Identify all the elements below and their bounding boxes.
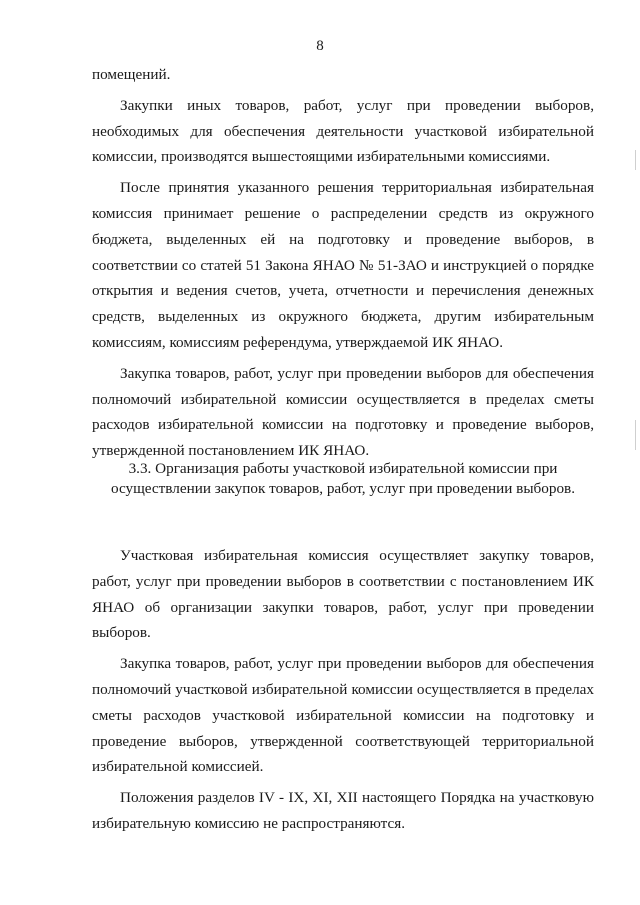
paragraph-precinct-purchases: Участковая избирательная комиссия осуществляет закупку товаров, работ, услуг при проведении выборов в соответствии с постановлением ИК ЯНАО об организации закупки товаров, работ, услуг при проведении выборов.	[92, 547, 594, 642]
section-heading-line-2: осуществлении закупок товаров, работ, услуг при проведении выборов.	[110, 480, 576, 497]
section-bottom	[92, 543, 594, 837]
paragraph-fund-distribution: После принятия указанного решения территориальная избирательная комиссия принимает решение о распределении средств из окружного бюджета, выделенных ей на подготовку и проведение выборов, в соответствии со статей 51 Закона ЯНАО № 51-ЗАО и инструкцией о порядке открытия и ведения счетов, учета, отчетности и перечисления денежных средств, выделенных из окружного бюджета, другим избирательным комиссиям, комиссиям референдума, утверждаемой ИК ЯНАО.	[92, 179, 594, 351]
paragraph-commission-budget: Закупка товаров, работ, услуг при проведении выборов для обеспечения полномочий избирательной комиссии осуществляется в пределах сметы расходов избирательной комиссии на подготовку и проведение выборов, утвержденной постановлением ИК ЯНАО.	[92, 364, 594, 460]
paragraph-precinct-budget: Закупка товаров, работ, услуг при проведении выборов для обеспечения полномочий участковой избирательной комиссии осуществляется в пределах сметы расходов участковой избирательной комиссии на подготовку и проведение выборов, утвержденной соответствующей территориальной избирательной комиссией.	[92, 655, 594, 776]
scan-edge-mark	[635, 420, 636, 450]
section-heading-line-1: 3.3. Организация работы участковой избирательной комиссии при	[128, 460, 558, 477]
page-number: 8	[316, 38, 324, 54]
paragraph-other-purchases: Закупки иных товаров, работ, услуг при проведении выборов, необходимых для обеспечения деятельности участковой избирательной комиссии, производятся вышестоящими избирательными комиссиями.	[92, 96, 594, 166]
paragraph-sections-exclusion: Положения разделов IV - IX, XI, XII настоящего Порядка на участковую избирательную комиссию не распространяются.	[92, 789, 594, 832]
scan-edge-mark	[635, 150, 636, 170]
section-top	[92, 62, 594, 464]
section-heading	[92, 459, 594, 499]
paragraph-continuation: помещений.	[92, 66, 171, 83]
